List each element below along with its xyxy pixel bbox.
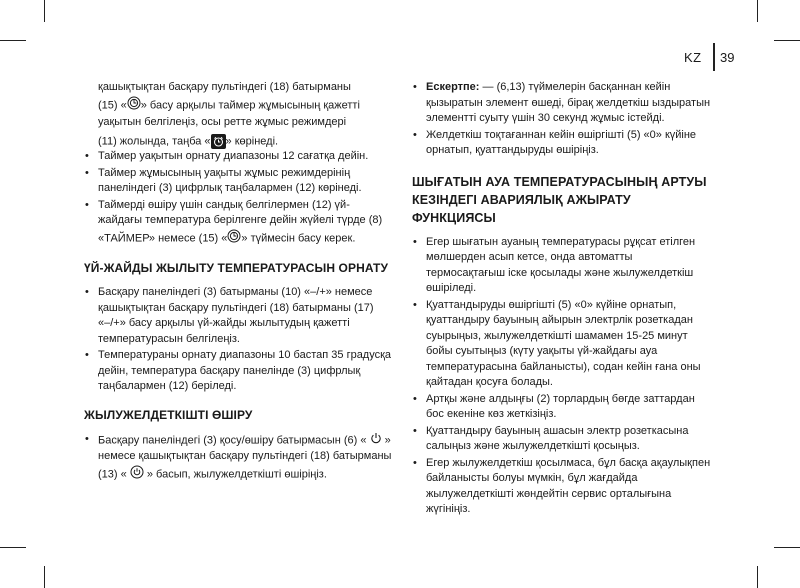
crop-mark-bl-h	[0, 547, 26, 548]
crop-mark-br-v	[757, 566, 758, 588]
crop-mark-br-h	[774, 547, 800, 548]
power-circle-icon	[130, 465, 144, 485]
list-item: • Таймер жұмысының уақыты жұмыс режимдерінің панеліндегі (3) цифрлық таңбалармен (12) көрінеді.	[84, 166, 392, 197]
timer-bullets	[84, 149, 392, 248]
timer-display-icon	[211, 134, 226, 149]
intro-paragraph	[84, 80, 392, 149]
list-item: • Температураны орнату диапазоны 10 бастап 35 градусқа дейін, температура басқару панелінде (3) цифрлық таңбалармен (12) беріледі.	[84, 348, 392, 395]
left-column	[84, 80, 392, 485]
timer-circle-icon	[227, 229, 241, 249]
heating-bullets	[84, 285, 392, 395]
heading-emergency-shutdown: ШЫҒАТЫН АУА ТЕМПЕРАТУРАСЫНЫҢ АРТУЫ КЕЗІНДЕГІ АВАРИЯЛЫҚ АЖЫРАТУ ФУНКЦИЯСЫ	[412, 174, 707, 225]
heading-heating-temperature: ҮЙ-ЖАЙДЫ ЖЫЛЫТУ ТЕМПЕРАТУРАСЫН ОРНАТУ	[84, 261, 389, 276]
note-bullets	[412, 80, 712, 159]
list-item: • Егер шығатын ауаның температурасы рұқсат етілген мөлшерден асып кетсе, онда автоматты термосақтағыш іске қосылады және жылужелдеткіш өшіріледі.	[412, 235, 712, 297]
intro-line-1: қашықтықтан басқару пультіндегі (18) батырманы	[98, 81, 351, 93]
list-item: • Қуаттандыру бауының ашасын электр розеткасына салыңыз және жылужелдеткішті қосыңыз.	[412, 424, 712, 455]
list-item: • Артқы және алдыңғы (2) торлардың бөгде заттардан бос екеніне көз жеткізіңіз.	[412, 392, 712, 423]
intro-line-3: уақытын белгілеңіз, осы ретте жұмыс режимдері	[98, 116, 347, 128]
heading-heater-off: ЖЫЛУЖЕЛДЕТКІШТІ ӨШІРУ	[84, 407, 253, 422]
emergency-bullets	[412, 235, 712, 518]
list-item: • Басқару панеліндегі (3) қосу/өшіру батырмасын (6) « » немесе қашықтықтан басқару пультіндегі (18) батырманы (13) « » басып, жылужелдеткішті өшіріңіз.	[84, 432, 392, 485]
crop-mark-bl-v	[44, 566, 45, 588]
list-item: • Егер жылужелдеткіш қосылмаса, бұл басқа ақаулықпен байланысты болуы мүмкін, бұл жағдайда жылужелдеткішті жөндейтін сервис орталығына жүгініңіз.	[412, 456, 712, 518]
heater-off-bullets	[84, 432, 392, 485]
list-item: • Желдеткіш тоқтағаннан кейін өшіргішті (5) «0» күйіне орнатып, қуаттандыруды өшіріңіз.	[412, 128, 712, 159]
list-item: • Басқару панеліндегі (3) батырманы (10) «–/+» немесе қашықтықтан басқару пультіндегі (18) батырманы (17) «–/+» басу арқылы үй-жайды жылытудың қажетті температурасын белгілеңіз.	[84, 285, 392, 347]
intro-line-4: (11) жолында, таңба « » көрінеді.	[98, 134, 279, 147]
note-label: Ескертпе:	[426, 81, 480, 93]
intro-line-2: (15) « » басу арқылы таймер жұмысының қажетті	[98, 96, 392, 116]
crop-mark-tr-v	[757, 0, 758, 22]
page-number: 39	[720, 50, 735, 65]
crop-mark-tl-v	[44, 0, 45, 22]
list-item: • Таймер уақытын орнату диапазоны 12 сағатқа дейін.	[84, 149, 392, 165]
timer-circle-icon	[127, 96, 141, 116]
header-divider	[713, 43, 715, 71]
crop-mark-tl-h	[0, 40, 26, 41]
power-icon	[370, 432, 382, 450]
language-code: KZ	[684, 50, 702, 65]
crop-mark-tr-h	[774, 40, 800, 41]
list-item: • Қуаттандыруды өшіргішті (5) «0» күйіне орнатып, қуаттандыру бауының айырын электрлік розеткадан суырыңыз, жылужелдеткішті шамамен 15-25 минут бойы суытыңыз (күту уақыты үй-жайдағы ауа температурасына байланысты), содан кейін ғана оны қайтадан қосуға болады.	[412, 298, 712, 391]
right-column	[412, 80, 712, 519]
list-item: • Ескертпе: — (6,13) түймелерін басқаннан кейін қызыратын элемент өшеді, бірақ желдеткіш ыздыратын элементті суыту үшін 30 секунд жұмыс істейді.	[412, 80, 712, 127]
list-item: • Таймерді өшіру үшін сандық белгілермен (12) үй-жайдағы температура берілгенге дейін жүйелі түрде (8) «ТАЙМЕР» немесе (15) « » түймесін басу керек.	[84, 198, 392, 249]
